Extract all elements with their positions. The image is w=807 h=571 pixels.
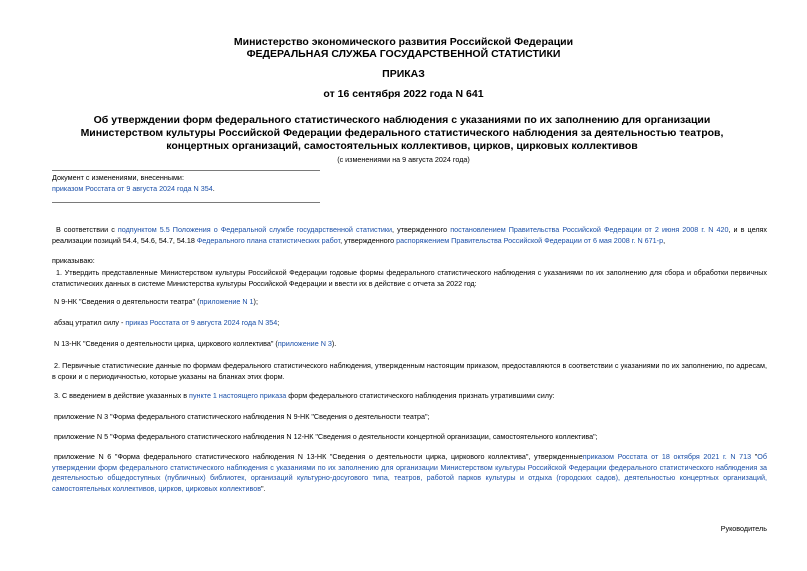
form-9nk-line — [54, 297, 258, 308]
form-9nk-tail: ); — [253, 297, 258, 306]
resolution-link[interactable]: постановлением Правительства Российской Федерации от 2 июня 2008 г. N 420 — [450, 225, 729, 234]
item-3-tail: форм федерального статистического наблюдения признать утратившими силу: — [286, 391, 555, 400]
rosstat-order-link[interactable]: приказ Росстата от 9 августа 2024 года N 354 — [125, 318, 278, 327]
item-2-paragraph — [52, 361, 767, 382]
amendment-tail: . — [212, 184, 215, 193]
item-1-paragraph — [52, 268, 767, 289]
appendix-6-text-1: приложение N 6 "Форма федерального статистического наблюдения N 13-НК "Сведения о деятельности цирка, циркового коллектива", утвержденные — [54, 452, 583, 461]
lost-force-text: абзац утратил силу - — [54, 318, 126, 327]
amendments-rule-bottom — [52, 202, 320, 203]
preamble-paragraph — [52, 225, 767, 246]
amendment-link[interactable]: приказом Росстата от 9 августа 2024 года N 354 — [52, 184, 213, 193]
preamble-text-3: , и в целях реализации позиций 54.4, 54.6, 54.7, 54.18 — [52, 225, 768, 245]
lost-force-line — [54, 318, 279, 329]
statistical-plan-link[interactable]: Федерального плана статистических работ — [196, 235, 341, 245]
appendix-1-link[interactable]: приложение N 1 — [199, 297, 254, 306]
document-date-number: от 16 сентября 2022 года N 641 — [323, 88, 484, 100]
order-713-title-link[interactable]: Об утверждении форм федерального статистического наблюдения с указаниями по их заполнению для организации Министерством культуры Российской Федерации федерального статистического наблюдения за деятельностью общедоступных (публичных) библиотек, организаций культурно-досугового типа, театров, работой парков культуры и отдыха (городских садов), деятельностью концертных организаций, самостоятельных коллективов, цирков, цирковых коллективов — [52, 452, 768, 493]
document-type: ПРИКАЗ — [382, 68, 425, 80]
preamble-text-1: В соответствии с — [56, 225, 118, 234]
appendix-6-text-2: " — [751, 452, 758, 461]
changes-note: (с изменениями на 9 августа 2024 года) — [337, 155, 470, 164]
amendments-label: Документ с изменениями, внесенными: — [52, 173, 184, 182]
signature-line: Руководитель — [720, 524, 767, 533]
preamble-text-4: , утвержденного — [340, 235, 397, 245]
service-heading: ФЕДЕРАЛЬНАЯ СЛУЖБА ГОСУДАРСТВЕННОЙ СТАТИСТИКИ — [246, 48, 561, 60]
form-13nk-line — [54, 339, 336, 350]
appendix-6-text-3: ". — [261, 483, 266, 493]
appendix-6-paragraph — [52, 452, 767, 494]
item-1-text: 1. Утвердить представленные Министерством культуры Российской Федерации годовые формы федерального статистического наблюдения с указаниями по их заполнению для сбора и обработки первичных статистических данных в системе Министерства культуры Российской Федерации и ввести их в действие с отчета за 2022 год: — [52, 268, 767, 288]
form-13nk-tail: ). — [331, 339, 337, 348]
amendments-rule-top — [52, 170, 320, 171]
preamble-text-5: , — [663, 235, 666, 245]
item-3-line — [54, 391, 555, 402]
item-1-reference-link[interactable]: пункте 1 настоящего приказа — [189, 391, 287, 400]
appendix-5-line: приложение N 5 "Форма федерального статистического наблюдения N 12-НК "Сведения о деятельности концертной организации, самостоятельного коллектива"; — [54, 432, 598, 441]
ministry-heading: Министерство экономического развития Российской Федерации — [233, 36, 574, 48]
preamble-text-2: , утвержденного — [392, 225, 451, 234]
order-713-link[interactable]: приказом Росстата от 18 октября 2021 г. N 713 — [582, 452, 752, 461]
document-title: Об утверждении форм федерального статистического наблюдения с указаниями по их заполнению для организации Министерством культуры Российской Федерации федерального статистического наблюдения за деятельностью театров, концертных организаций, самостоятельных коллективов, цирков, цирковых коллективов — [80, 114, 724, 152]
lost-force-tail: ; — [277, 318, 280, 327]
item-3-text: 3. С введением в действие указанных в — [54, 391, 190, 400]
decree-link[interactable]: распоряжением Правительства Российской Федерации от 6 мая 2008 г. N 671-р — [396, 235, 664, 245]
form-9nk-text: N 9-НК "Сведения о деятельности театра" ( — [54, 297, 200, 306]
item-2-text: 2. Первичные статистические данные по формам федерального статистического наблюдения, утвержденным настоящим приказом, предоставляются в соответствии с указаниями по их заполнению, по адресам, в сроки и с периодичностью, которые указаны на бланках этих форм. — [52, 361, 767, 381]
form-13nk-text: N 13-НК "Сведения о деятельности цирка, циркового коллектива" ( — [54, 339, 278, 348]
amendments-entry — [52, 184, 215, 195]
appendix-3-link[interactable]: приложение N 3 — [277, 339, 332, 348]
orders-line: приказываю: — [52, 256, 95, 265]
regulation-link[interactable]: подпунктом 5.5 Положения о Федеральной службе государственной статистики — [117, 225, 393, 234]
appendix-3-line: приложение N 3 "Форма федерального статистического наблюдения N 9-НК "Сведения о деятельности театра"; — [54, 412, 430, 421]
